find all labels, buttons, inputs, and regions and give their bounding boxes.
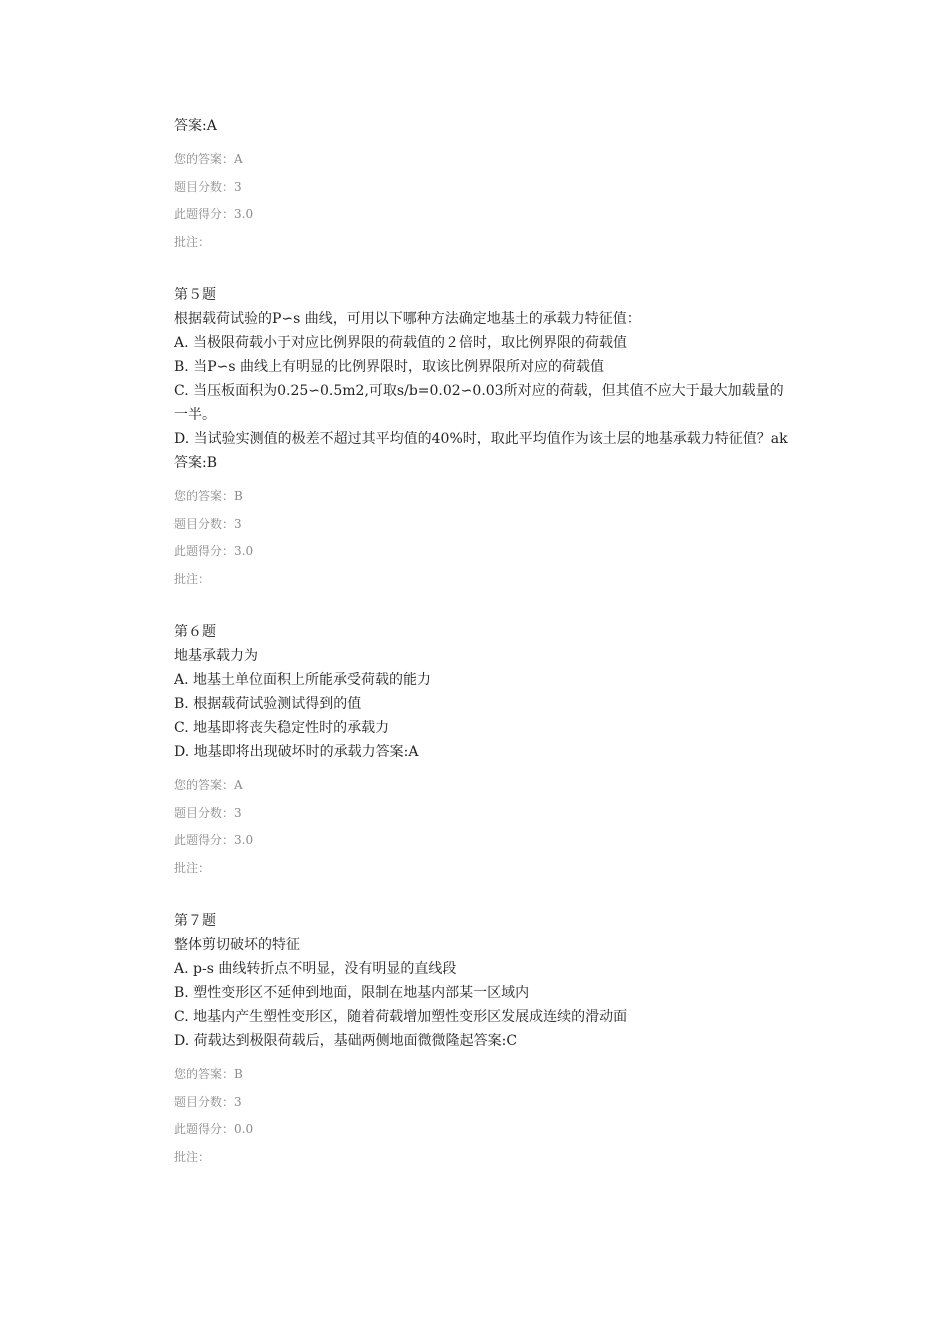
your-answer: 您的答案：B — [174, 489, 243, 503]
question-title: 第６题 — [174, 624, 216, 640]
question-score: 题目分数：3 — [174, 805, 242, 820]
option-a: A. 地基土单位面积上所能承受荷载的能力 — [174, 672, 432, 688]
note: 批注： — [174, 1149, 211, 1164]
option-d: D. 荷载达到极限荷载后，基础两侧地面微微隆起答案:C — [174, 1033, 518, 1049]
your-answer: 您的答案：A — [174, 152, 243, 166]
option-b: B. 塑性变形区不延伸到地面，限制在地基内部某一区域内 — [174, 985, 530, 1001]
question-score: 题目分数：3 — [174, 516, 242, 531]
option-a: A. 当极限荷载小于对应比例界限的荷载值的２倍时，取比例界限的荷载值 — [174, 335, 628, 351]
option-c: C. 当压板面积为0.25∽0.5m2,可取s/b=0.02∽0.03所对应的荷载，但其值不应大于最大加载量的一半。 — [174, 383, 784, 423]
answer-key: 答案:A — [174, 118, 217, 134]
question-stem: 根据载荷试验的P∽s 曲线，可用以下哪种方法确定地基土的承载力特征值： — [174, 311, 641, 327]
option-d: D. 地基即将出现破坏时的承载力答案:A — [174, 744, 419, 760]
earned-score: 此题得分：3.0 — [174, 544, 254, 558]
question-stem: 整体剪切破坏的特征 — [174, 937, 300, 953]
document-page — [174, 0, 794, 1176]
earned-score: 此题得分：3.0 — [174, 833, 254, 847]
option-d: D. 当试验实测值的极差不超过其平均值的40%时，取此平均值作为该土层的地基承载力特征值？ak — [174, 431, 788, 447]
option-c: C. 地基即将丧失稳定性时的承载力 — [174, 720, 390, 736]
question-5 — [174, 283, 794, 587]
question-score: 题目分数：3 — [174, 1094, 242, 1109]
earned-score: 此题得分：3.0 — [174, 207, 254, 221]
question-stem: 地基承载力为 — [174, 648, 258, 664]
option-a: A. p-s 曲线转折点不明显，没有明显的直线段 — [174, 961, 457, 977]
question-6 — [174, 620, 794, 876]
answer-key: 答案:B — [174, 455, 218, 471]
option-c: C. 地基内产生塑性变形区，随着荷载增加塑性变形区发展成连续的滑动面 — [174, 1009, 628, 1025]
question-score: 题目分数：3 — [174, 179, 242, 194]
option-b: B. 当P∽s 曲线上有明显的比例界限时，取该比例界限所对应的荷载值 — [174, 359, 604, 375]
note: 批注： — [174, 234, 211, 249]
note: 批注： — [174, 860, 211, 875]
question-title: 第７题 — [174, 913, 216, 929]
your-answer: 您的答案：A — [174, 778, 243, 792]
note: 批注： — [174, 571, 211, 586]
option-b: B. 根据载荷试验测试得到的值 — [174, 696, 362, 712]
question-7 — [174, 909, 794, 1165]
question-title: 第５题 — [174, 287, 216, 303]
your-answer: 您的答案：B — [174, 1067, 243, 1081]
earned-score: 此题得分：0.0 — [174, 1122, 254, 1136]
